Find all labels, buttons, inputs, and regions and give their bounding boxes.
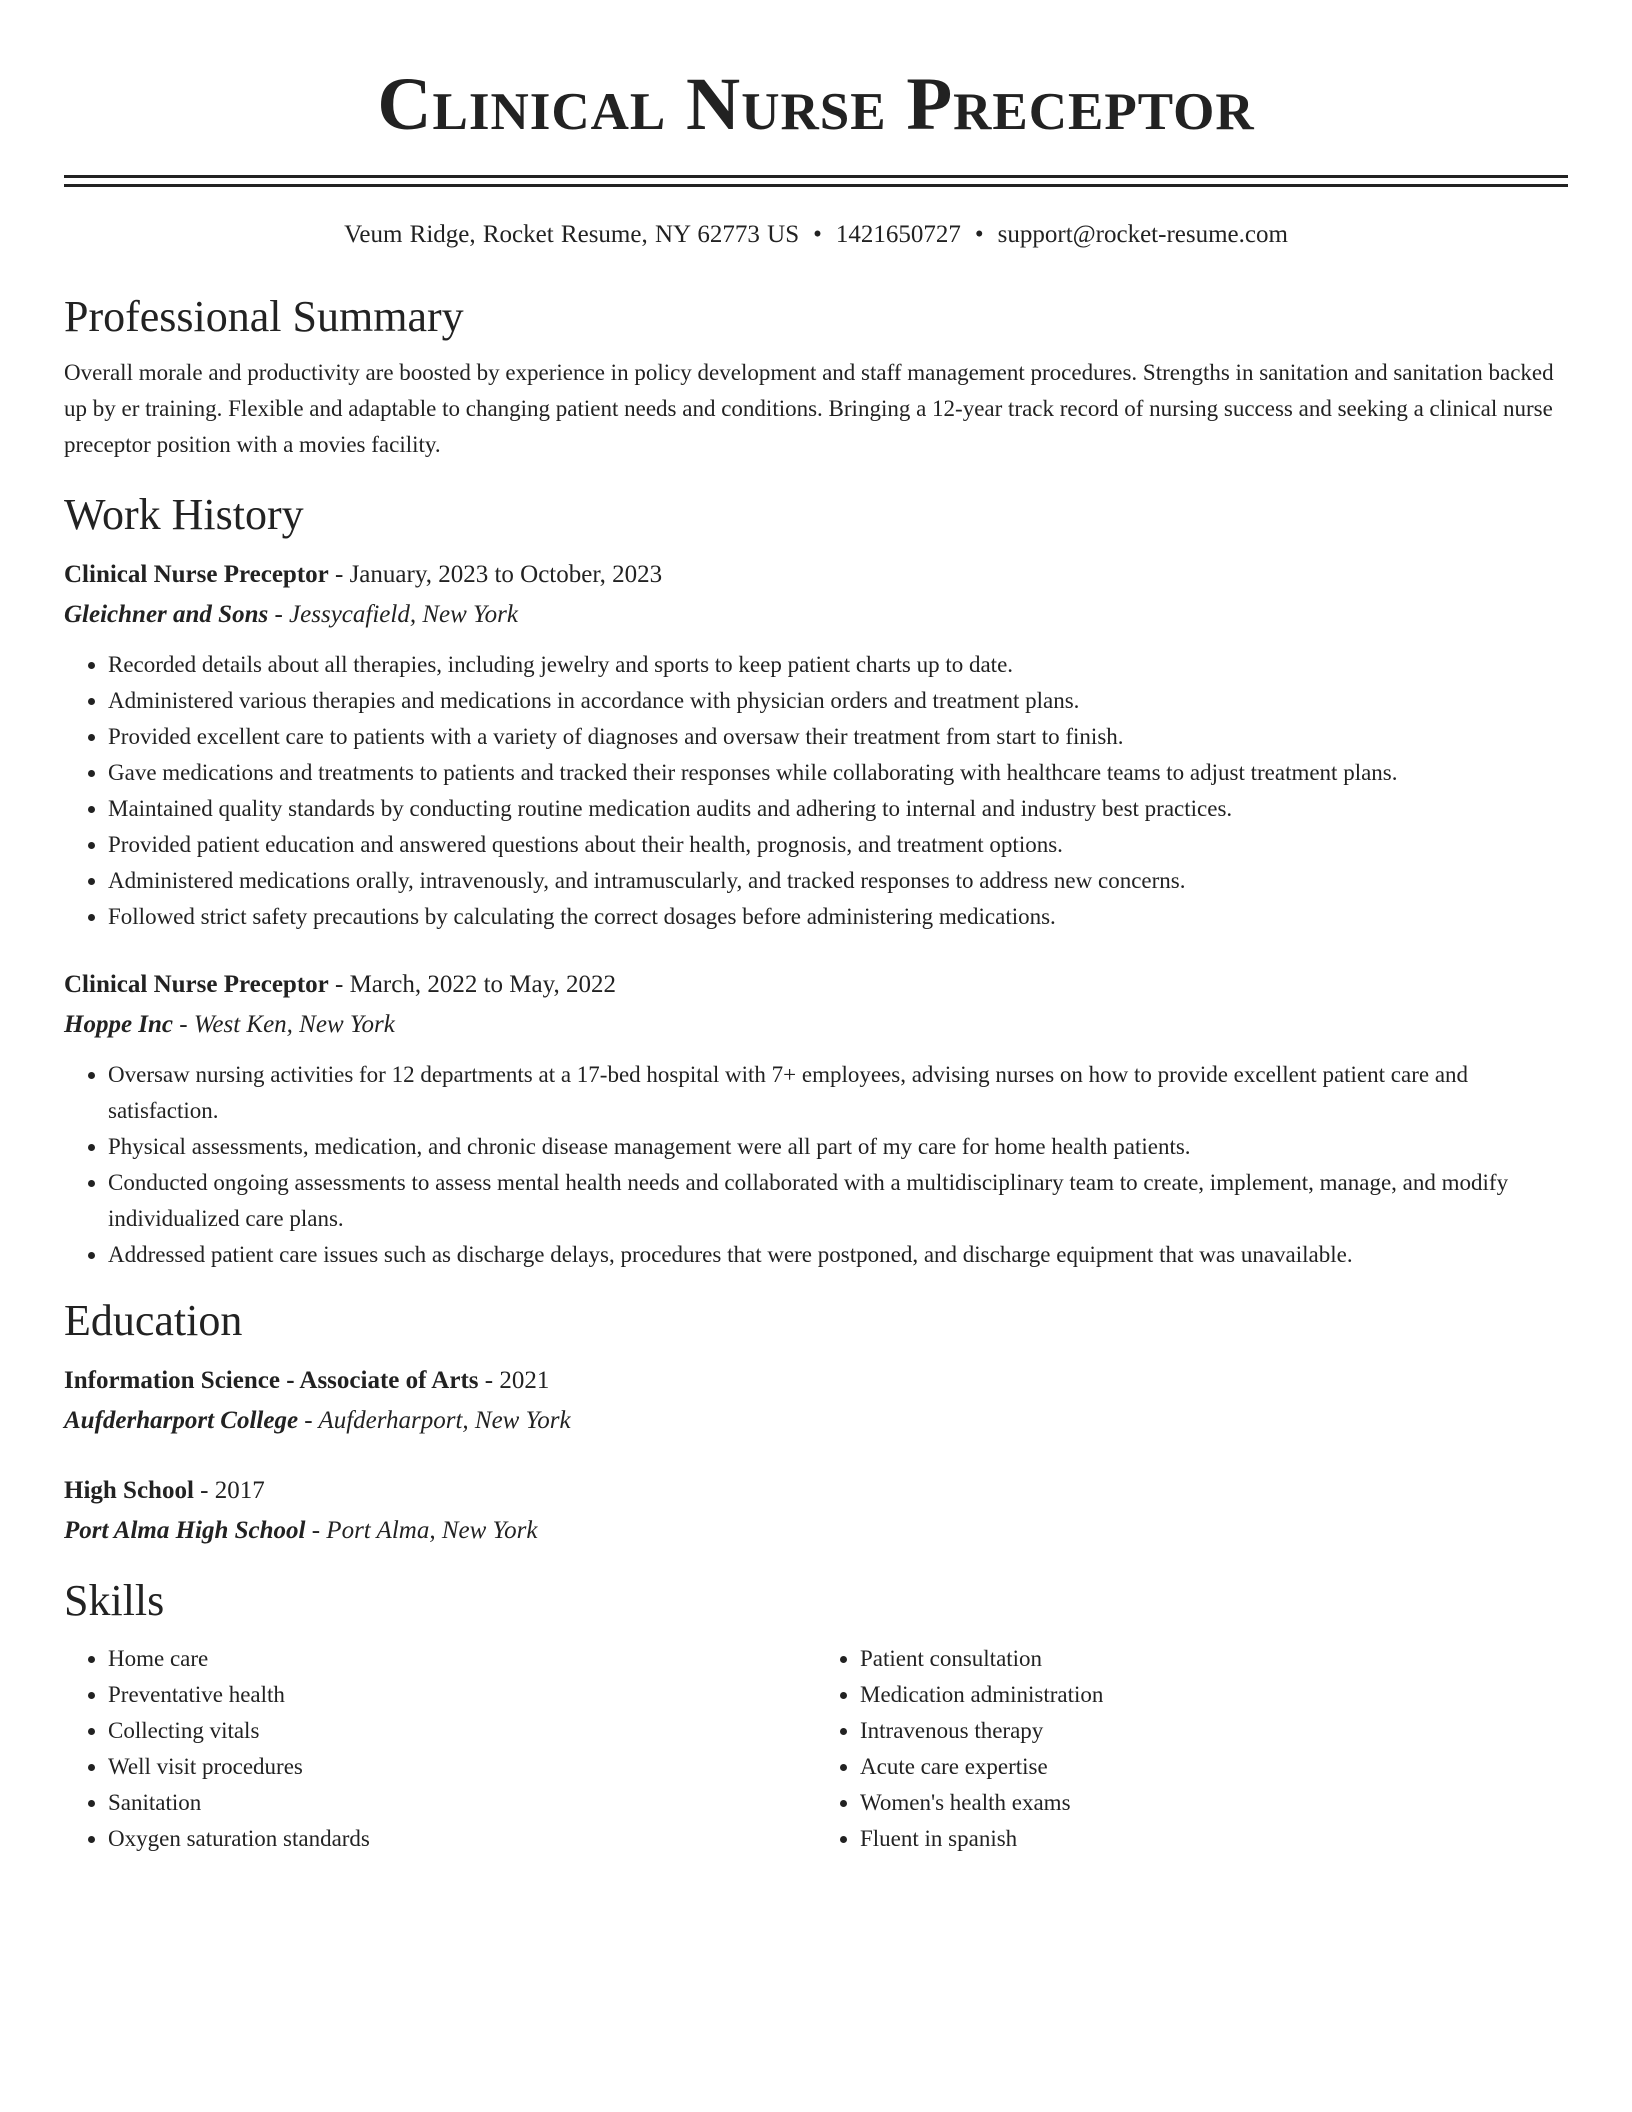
skill-item: • Fluent in spanish (860, 1821, 1568, 1857)
summary-heading: Professional Summary (64, 292, 464, 341)
job-company-line (64, 1005, 1568, 1045)
job-bullets (64, 647, 1568, 935)
education-entry (64, 1361, 1568, 1441)
education-degree-line (64, 1471, 1568, 1511)
job-bullet: • Physical assessments, medication, and chronic disease management were all part of my care for home health patients. (108, 1129, 1568, 1165)
skill-item: • Sanitation (108, 1785, 816, 1821)
skill-item: • Oxygen saturation standards (108, 1821, 816, 1857)
education-year: - 2021 (478, 1367, 550, 1394)
education-entry (64, 1471, 1568, 1551)
contact-phone: 1421650727 (835, 221, 961, 248)
job-bullet: • Recorded details about all therapies, including jewelry and sports to keep patient charts up to date. (108, 647, 1568, 683)
skill-item: • Medication administration (860, 1677, 1568, 1713)
job-bullet: • Administered medications orally, intravenously, and intramuscularly, and tracked responses to address new concerns. (108, 863, 1568, 899)
contact-separator: • (974, 221, 984, 248)
skill-item: • Well visit procedures (108, 1749, 816, 1785)
job-location: - Jessycafield, New York (268, 601, 518, 628)
contact-separator: • (813, 221, 822, 248)
contact-address: Veum Ridge, Rocket Resume, NY 62773 US (344, 221, 800, 248)
job-company-line (64, 595, 1568, 635)
contact-email[interactable]: support@rocket-resume.com (997, 221, 1288, 248)
job-bullet: • Administered various therapies and medications in accordance with physician orders and treatment plans. (108, 683, 1568, 719)
job-entry (64, 965, 1568, 1273)
job-title-line (64, 555, 1568, 595)
skill-item: • Collecting vitals (108, 1713, 816, 1749)
job-title: Clinical Nurse Preceptor (64, 971, 329, 998)
skill-item: • Patient consultation (860, 1641, 1568, 1677)
education-degree-line (64, 1361, 1568, 1401)
contact-line (64, 217, 1568, 253)
job-bullet: • Provided patient education and answered questions about their health, prognosis, and treatment options. (108, 827, 1568, 863)
job-bullet: • Conducted ongoing assessments to assess mental health needs and collaborated with a multidisciplinary team to create, implement, manage, and modify individualized care plans. (108, 1165, 1568, 1237)
header-rule-bottom (64, 184, 1568, 187)
education-location: - Port Alma, New York (305, 1517, 538, 1544)
job-dates: - March, 2022 to May, 2022 (328, 971, 616, 998)
job-company: Gleichner and Sons (64, 601, 269, 628)
skill-item: • Home care (108, 1641, 816, 1677)
job-bullet: • Oversaw nursing activities for 12 departments at a 17-bed hospital with 7+ employees, advising nurses on how to provide excellent patient care and satisfaction. (108, 1057, 1568, 1129)
education-school-line (64, 1401, 1568, 1441)
job-bullet: • Provided excellent care to patients with a variety of diagnoses and oversaw their treatment from start to finish. (108, 719, 1568, 755)
education-school: Port Alma High School (64, 1517, 306, 1544)
education-degree: Information Science - Associate of Arts (64, 1367, 479, 1394)
skills-list-right (816, 1641, 1568, 1857)
skills-heading: Skills (64, 1576, 165, 1625)
skills-list-left (64, 1641, 816, 1857)
skill-item: • Preventative health (108, 1677, 816, 1713)
job-title-line (64, 965, 1568, 1005)
job-bullets (64, 1057, 1568, 1273)
education-heading: Education (64, 1296, 243, 1345)
job-company: Hoppe Inc (64, 1011, 174, 1038)
job-bullet: • Maintained quality standards by conducting routine medication audits and adhering to internal and industry best practices. (108, 791, 1568, 827)
education-school: Aufderharport College (64, 1407, 299, 1434)
skill-item: • Acute care expertise (860, 1749, 1568, 1785)
education-degree: High School (64, 1477, 194, 1504)
job-bullet: • Followed strict safety precautions by calculating the correct dosages before administering medications. (108, 899, 1568, 935)
work-history-heading: Work History (64, 490, 304, 539)
candidate-name: Clinical Nurse Preceptor (377, 63, 1255, 146)
job-title: Clinical Nurse Preceptor (64, 561, 329, 588)
job-bullet: • Addressed patient care issues such as discharge delays, procedures that were postponed, and discharge equipment that was unavailable. (108, 1237, 1568, 1273)
education-school-line (64, 1511, 1568, 1551)
job-dates: - January, 2023 to October, 2023 (328, 561, 663, 588)
education-location: - Aufderharport, New York (298, 1407, 571, 1434)
summary-text: Overall morale and productivity are boosted by experience in policy development and staff management procedures. Strengths in sanitation and sanitation backed up by er training. Flexible and adaptable to changing patient needs and conditions. Bringing a 12-year track record of nursing success and seeking a clinical nurse preceptor position with a movies facility. (64, 360, 1554, 457)
job-location: - West Ken, New York (173, 1011, 395, 1038)
skills-columns (64, 1641, 1568, 1857)
header-rule-top (64, 175, 1568, 178)
job-entry (64, 555, 1568, 935)
skill-item: • Women's health exams (860, 1785, 1568, 1821)
skill-item: • Intravenous therapy (860, 1713, 1568, 1749)
job-bullet: • Gave medications and treatments to patients and tracked their responses while collaborating with healthcare teams to adjust treatment plans. (108, 755, 1568, 791)
education-year: - 2017 (193, 1477, 265, 1504)
